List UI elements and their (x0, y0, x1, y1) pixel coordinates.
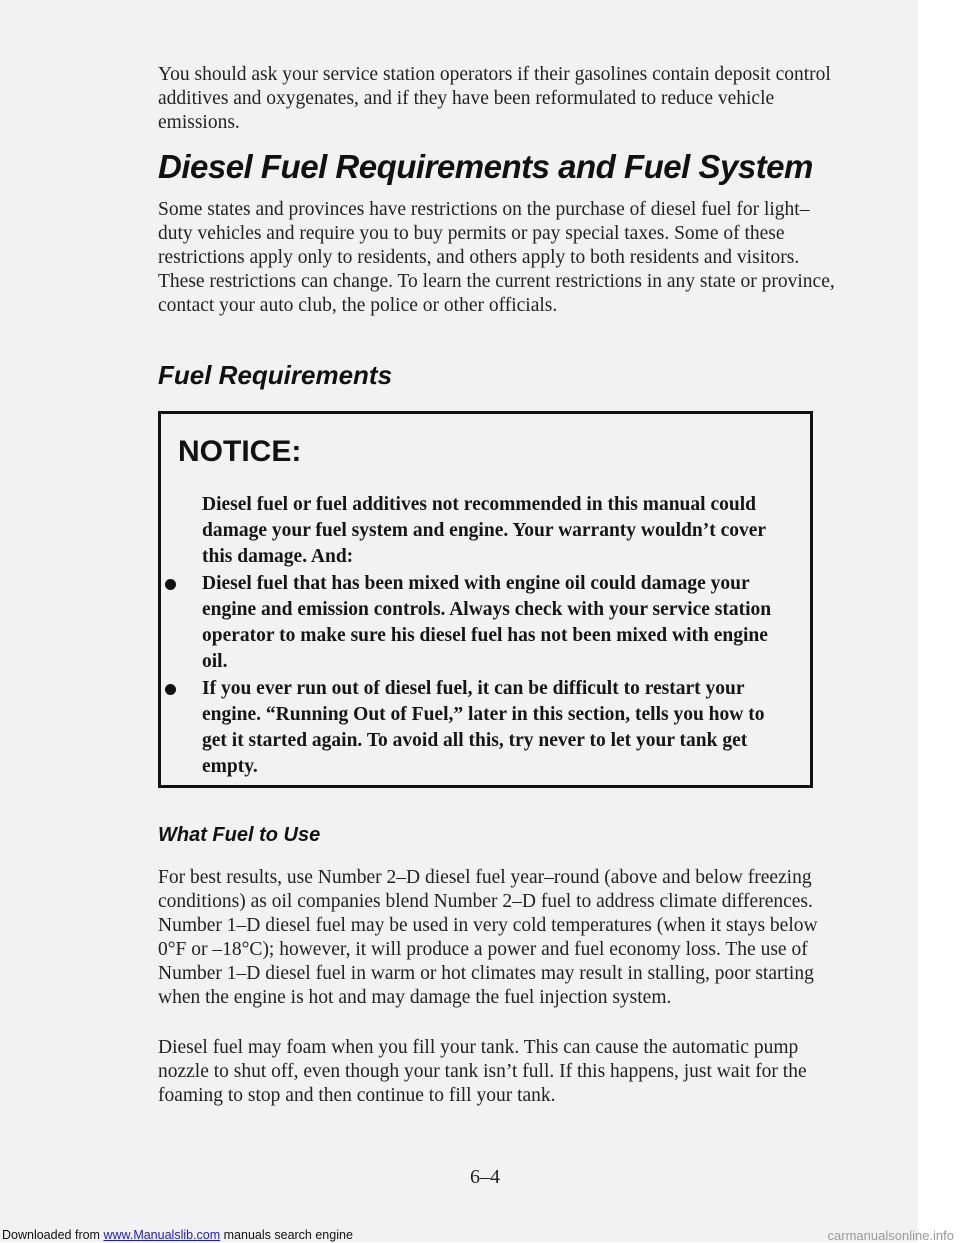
watermark-suffix: manuals search engine (220, 1228, 353, 1242)
notice-intro: Diesel fuel or fuel additives not recommended in this manual could damage your fuel system and engine. Your warranty wouldn’t cover this damage. And: (202, 494, 766, 567)
notice-bullet-item (202, 571, 787, 675)
notice-bullet-text: If you ever run out of diesel fuel, it can be difficult to restart your engine. “Running Out of Fuel,” later in this section, tells you how to get it started again. To avoid all this, try never to let your tank get empty. (202, 678, 765, 777)
what-fuel-paragraph-1: For best results, use Number 2–D diesel fuel year–round (above and below freezing conditions) as oil companies blend Number 2–D fuel to address climate differences. Number 1–D diesel fuel may be used in very cold temperatures (when it stays below 0°F or –18°C); however, it will produce a power and fuel economy loss. The use of Number 1–D diesel fuel in warm or hot climates may result in stalling, poor starting when the engine is hot and may damage the fuel injection system. (158, 867, 818, 1008)
notice-title: NOTICE: (178, 435, 302, 468)
download-watermark (2, 1228, 353, 1242)
subsection-heading: Fuel Requirements (158, 360, 393, 390)
bullet-icon (165, 684, 176, 695)
what-fuel-paragraph-2: Diesel fuel may foam when you fill your tank. This can cause the automatic pump nozzle to shut off, even though your tank isn’t full. If this happens, just wait for the foaming to stop and then continue to fill your tank. (158, 1037, 807, 1106)
site-watermark: carmanualsonline.info (827, 1228, 954, 1243)
page-number: 6–4 (470, 1166, 500, 1188)
section-heading: Diesel Fuel Requirements and Fuel System (158, 148, 813, 185)
notice-bullet-item (202, 676, 787, 780)
notice-bullet-text: Diesel fuel that has been mixed with engine oil could damage your engine and emission controls. Always check with your service station operator to make sure his diesel fuel has not been mixed with engine oil. (202, 573, 772, 672)
manualslib-link[interactable]: www.Manualslib.com (103, 1228, 221, 1242)
what-fuel-heading: What Fuel to Use (158, 824, 321, 846)
watermark-prefix: Downloaded from (2, 1228, 104, 1242)
notice-box (158, 411, 813, 788)
intro-paragraph: You should ask your service station operators if their gasolines contain deposit control additives and oxygenates, and if they have been reformulated to reduce vehicle emissions. (158, 64, 831, 133)
bullet-icon (165, 579, 176, 590)
section-paragraph: Some states and provinces have restrictions on the purchase of diesel fuel for light–duty vehicles and require you to buy permits or pay special taxes. Some of these restrictions apply only to residents, and others apply to both residents and visitors. These restrictions can change. To learn the current restrictions in any state or province, contact your auto club, the police or other officials. (158, 199, 835, 316)
